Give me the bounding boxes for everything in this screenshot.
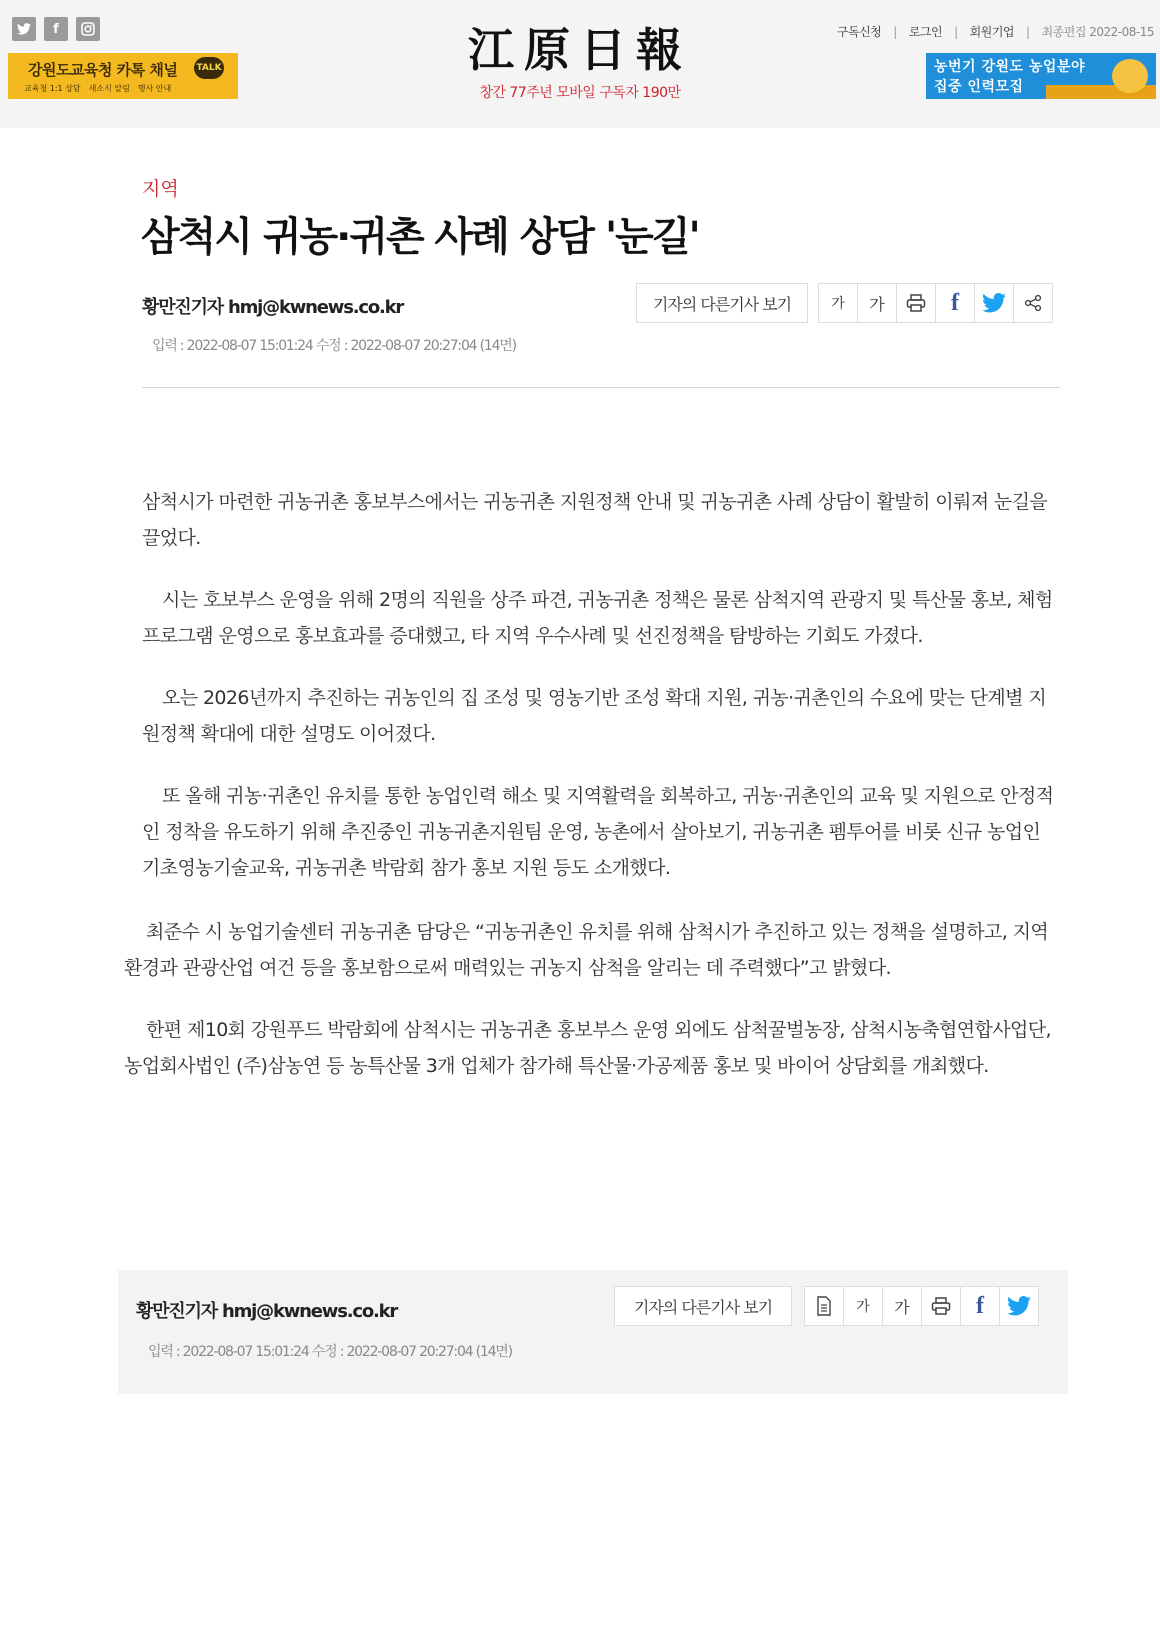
article-dates: 입력 : 2022-08-07 15:01:24 수정 : 2022-08-07 20:27:04 (14면) (152, 338, 516, 354)
last-edited-date: 최종편집 2022-08-15 (1041, 25, 1154, 39)
ad-left-tags (24, 83, 171, 94)
mascot-icon (1112, 59, 1148, 93)
footer-byline[interactable]: 황만진기자 hmj@kwnews.co.kr (136, 1301, 398, 1322)
twitter-share-icon[interactable] (975, 284, 1014, 322)
twitter-share-icon[interactable] (1000, 1287, 1038, 1325)
other-articles-button[interactable]: 기자의 다른기사 보기 (636, 283, 808, 323)
header-divider (142, 387, 1060, 388)
facebook-share-icon[interactable]: f (936, 284, 975, 322)
font-increase-button[interactable]: 가 (883, 1287, 922, 1325)
article-paragraph: 오는 2026년까지 추진하는 귀농인의 집 조성 및 영농기반 조성 확대 지원, 귀농·귀촌인의 수요에 맞는 단계별 지원정책 확대에 대한 설명도 이어졌다. (142, 687, 1047, 745)
ad-right-line1: 농번기 강원도 농업분야 (934, 59, 1085, 75)
article-paragraph: 또 올해 귀농·귀촌인 유치를 통한 농업인력 해소 및 지역활력을 회복하고, 귀농·귀촌인의 교육 및 지원으로 안정적인 정착을 유도하기 위해 추진중인 귀농귀촌지원팀 운영, 농촌에서 살아보기, 귀농귀촌 펨투어를 비롯 신규 농업인 기초영농기술교육, 귀농귀촌 박람회 참가 홍보 지원 등도 소개했다. (142, 785, 1054, 879)
document-icon[interactable] (805, 1287, 844, 1325)
top-nav (837, 23, 1154, 40)
article-paragraph: 최준수 시 농업기술센터 귀농귀촌 담당은 “귀농귀촌인 유치를 위해 삼척시가 추진하고 있는 정책을 설명하고, 지역 환경과 관광산업 여건 등을 홍보함으로써 매력있는 귀농지 삼척을 알리는 데 주력했다”고 밝혔다. (124, 921, 1049, 979)
article-footer (118, 1270, 1068, 1394)
font-decrease-button[interactable]: 가 (819, 284, 858, 322)
footer-dates: 입력 : 2022-08-07 15:01:24 수정 : 2022-08-07 20:27:04 (14면) (148, 1344, 512, 1360)
ad-tag: 행사 안내 (137, 84, 172, 93)
nav-separator: | (954, 24, 958, 39)
ad-left-title: 강원도교육청 카톡 채널 (28, 61, 178, 79)
article-category[interactable]: 지역 (142, 178, 179, 200)
font-increase-button[interactable]: 가 (858, 284, 897, 322)
login-link[interactable]: 로그인 (908, 25, 943, 39)
share-icon[interactable] (1014, 284, 1052, 322)
ad-right-line2: 집중 인력모집 (934, 79, 1024, 95)
subscribe-link[interactable]: 구독신청 (836, 25, 882, 39)
talk-badge: TALK (194, 57, 224, 79)
member-company-link[interactable]: 회원기업 (969, 25, 1015, 39)
ad-tag: 교육청 1:1 상담 (24, 84, 81, 93)
print-icon[interactable] (922, 1287, 961, 1325)
site-logo[interactable]: 江原日報 (468, 23, 692, 77)
social-links (12, 17, 100, 41)
instagram-icon[interactable] (76, 17, 100, 41)
twitter-icon[interactable] (12, 17, 36, 41)
ad-tag: 새소식 알림 (88, 84, 130, 93)
article-paragraph: 시는 호보부스 운영을 위해 2명의 직원을 상주 파견, 귀농귀촌 정책은 물론 삼척지역 관광지 및 특산물 홍보, 체험프로그램 운영으로 홍보효과를 증대했고, 타 지역 우수사례 및 선진정책을 탐방하는 기회도 가졌다. (142, 589, 1053, 647)
ad-banner-right[interactable] (926, 53, 1156, 99)
facebook-share-icon[interactable]: f (961, 1287, 1000, 1325)
article-title: 삼척시 귀농·귀촌 사례 상담 '눈길' (141, 214, 699, 260)
site-slogan: 창간 77주년 모바일 구독자 190만 (479, 85, 681, 101)
article-byline[interactable]: 황만진기자 hmj@kwnews.co.kr (142, 297, 404, 318)
article-toolbar (818, 283, 1053, 323)
nav-separator: | (893, 24, 897, 39)
font-decrease-button[interactable]: 가 (844, 1287, 883, 1325)
nav-separator: | (1026, 24, 1030, 39)
article-paragraph: 한편 제10회 강원푸드 박람회에 삼척시는 귀농귀촌 홍보부스 운영 외에도 삼척꿀벌농장, 삼척시농축협연합사업단, 농업회사법인 (주)삼농연 등 농특산물 3개 업체가 참가해 특산물·가공제품 홍보 및 바이어 상담회를 개최했다. (124, 1019, 1051, 1077)
footer-other-articles-button[interactable]: 기자의 다른기사 보기 (614, 1286, 792, 1326)
print-icon[interactable] (897, 284, 936, 322)
footer-toolbar (804, 1286, 1039, 1326)
facebook-icon[interactable]: f (44, 17, 68, 41)
site-header (0, 0, 1160, 128)
article-paragraph: 삼척시가 마련한 귀농귀촌 홍보부스에서는 귀농귀촌 지원정책 안내 및 귀농귀촌 사례 상담이 활발히 이뤄져 눈길을 끌었다. (142, 491, 1048, 549)
ad-banner-left[interactable] (8, 53, 238, 99)
